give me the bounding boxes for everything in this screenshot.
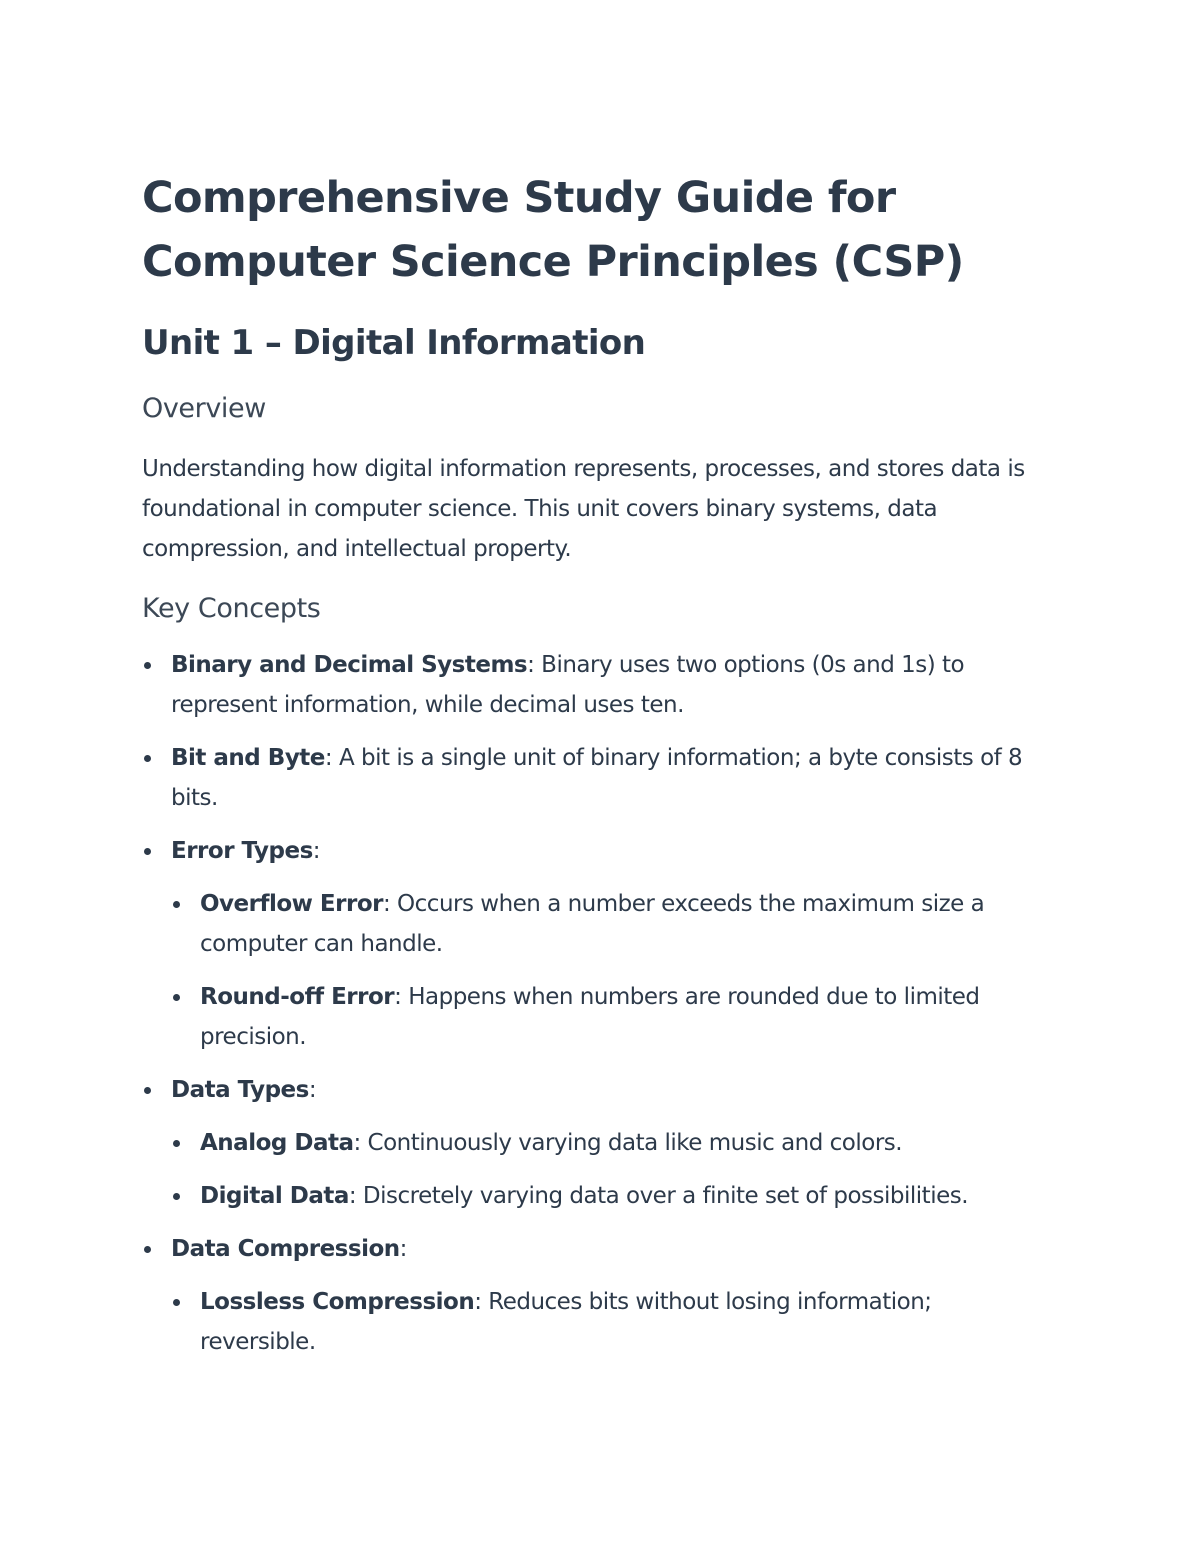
list-item-desc: : (312, 838, 321, 864)
sub-list-item-desc: : Reduces bits without losing information; reversible. (200, 1289, 932, 1355)
list-item-term: Error Types (171, 838, 313, 864)
sub-list-item-term: Analog Data (200, 1130, 354, 1156)
sub-list-item (171, 884, 1050, 964)
document-title (142, 166, 1050, 294)
list-item (142, 831, 1050, 1057)
list-item-term: Binary and Decimal Systems (171, 652, 528, 678)
bullet-icon (173, 994, 180, 1001)
overview-heading: Overview (142, 393, 266, 424)
sub-list-item (171, 977, 1050, 1057)
sub-list-item-desc: : Continuously varying data like music and colors. (353, 1130, 903, 1156)
data-types-sublist (171, 1123, 1050, 1216)
sub-list-item-term: Round-off Error (200, 984, 395, 1010)
sub-list-item-term: Digital Data (200, 1183, 349, 1209)
list-item (142, 1070, 1050, 1216)
list-item-desc: : A bit is a single unit of binary information; a byte consists of 8 bits. (171, 745, 1023, 811)
sub-list-item (171, 1123, 1050, 1163)
error-types-sublist (171, 884, 1050, 1057)
list-item-desc: : Binary uses two options (0s and 1s) to represent information, while decimal uses ten. (171, 652, 965, 718)
bullet-icon (144, 1087, 151, 1094)
list-item-term: Data Compression (171, 1236, 400, 1262)
list-item (142, 738, 1050, 818)
sub-list-item (171, 1282, 1050, 1362)
list-item-desc: : (308, 1077, 317, 1103)
bullet-icon (173, 901, 180, 908)
bullet-icon (173, 1193, 180, 1200)
sub-list-item-desc: : Occurs when a number exceeds the maximum size a computer can handle. (200, 891, 985, 957)
sub-list-item-desc: : Discretely varying data over a finite set of possibilities. (348, 1183, 969, 1209)
sub-list-item-term: Overflow Error (200, 891, 383, 917)
list-item (142, 645, 1050, 725)
overview-paragraph: Understanding how digital information represents, processes, and stores data is foundational in computer science. This unit covers binary systems, data compression, and intellectual property. (142, 456, 1025, 562)
list-item-term: Bit and Byte (171, 745, 325, 771)
bullet-icon (173, 1299, 180, 1306)
bullet-icon (144, 662, 151, 669)
sub-list-item-desc: : Happens when numbers are rounded due to limited precision. (200, 984, 980, 1050)
key-concepts-list (142, 645, 1050, 1362)
data-compression-sublist (171, 1282, 1050, 1362)
list-item-term: Data Types (171, 1077, 309, 1103)
bullet-icon (173, 1140, 180, 1147)
title-line-2: Computer Science Principles (CSP) (142, 237, 964, 287)
sub-list-item-term: Lossless Compression (200, 1289, 475, 1315)
list-item-desc: : (399, 1236, 407, 1262)
bullet-icon (144, 1246, 151, 1253)
title-line-1: Comprehensive Study Guide for (142, 173, 896, 223)
bullet-icon (144, 848, 151, 855)
list-item (142, 1229, 1050, 1362)
sub-list-item (171, 1176, 1050, 1216)
bullet-icon (144, 755, 151, 762)
unit-heading: Unit 1 – Digital Information (142, 323, 646, 363)
key-concepts-heading: Key Concepts (142, 593, 321, 624)
